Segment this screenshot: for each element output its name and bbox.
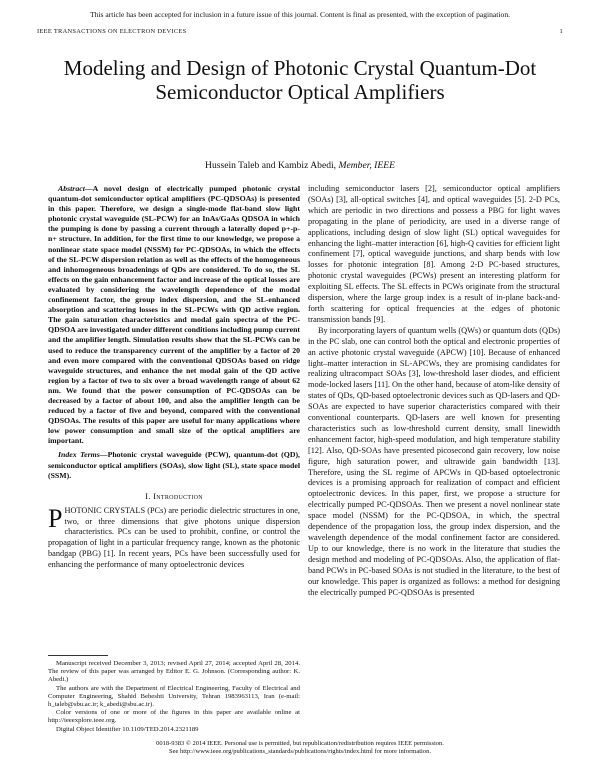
abstract-lead: Abstract	[58, 184, 85, 193]
right-paragraph-1: including semiconductor lasers [2], semiconductor optical amplifiers (SOAs) [3], all-optical switches [4], and optical waveguides [5]. 2-D PCs, which are periodic in two directions and possess a PBG for light waves propagating in the plane of periodicity, are used in a diverse range of applications, including design of slow light (SL) optical waveguides for enhancing the light–matter interaction [6], high-Q cavities for efficient light confinement [7], optical waveguide junctions, and sharp bends with low losses for photonic integration [8]. Among 2-D PC-based structures, photonic crystal waveguides (PCWs) present an interesting platform for exploiting SL effects. The SL effects in PCWs originate from the structural dispersion, where the large group index is a result of in-plane back-and-forth scattering for optical frequencies at the edges of photonic transmission bands [9].	[308, 184, 560, 324]
index-terms-lead: Index Terms	[58, 450, 100, 460]
footnote-rule	[48, 655, 108, 656]
footnotes	[48, 660, 300, 734]
intro-paragraph	[48, 503, 301, 571]
footnote-affiliation: The authors are with the Department of Electrical Engineering, Faculty of Electrical and Computer Engineering, Shahid Beheshti University, Tehran 1983963113, Iran (e-mail: h_taleb@sbu.ac.ir; k_abedi@sbu.ac.ir).	[48, 684, 300, 709]
journal-name: IEEE TRANSACTIONS ON ELECTRON DEVICES	[37, 28, 187, 35]
copyright-line-1: 0018-9383 © 2014 IEEE. Personal use is permitted, but republication/redistribution requires IEEE permission.	[156, 740, 444, 747]
abstract-text: A novel design of electrically pumped photonic crystal quantum-dot semiconductor optical amplifiers (PC-QDSOAs) is presented in this paper. Therefore, we design a single-mode flat-band slow light photonic crystal waveguide (SL-PCW) for an InAs/GaAs QDSOA in which the pumping is done by passing a current through a laterally doped p+-p-n+ structure. In addition, for the first time to our knowledge, we propose a nonlinear state space model (NSSM) for PC-QDSOAs, in which the effects of the SL-PCW dispersion relation as well as the effects of the homogeneous and inhomogeneous broadenings of QDs are considered. To do so, the SL effects on the gain enhancement factor and increase of the optical losses are evaluated by considering the wavelength dependence of the modal confinement factor, the group index dispersion, and the SL-enhanced absorption and scattering losses in the SL-PCWs with QD active region. The gain saturation characteristics and modal gain spectra of the PC-QDSOA are investigated under different conditions including pump current and the amplifier length. Simulation results show that the SL-PCWs can be used to reduce the transparency current of the amplifier by a factor of 20 and even more compared with the conventional QDSOAs based on ridge waveguide structures, and enhance the net modal gain of the QD active region by a factor of two to six over a broad wavelength range of about 62 nm. We found that the power consumption of PC-QDSOAs can be decreased by a factor of about 100, and also the amplifier length can be reduced by a factor of five and beyond, compared with the conventional QDSOAs. The results of this paper are useful for many applications where low power consumption and small size of the optical amplifiers are important.	[48, 184, 300, 446]
right-column	[308, 184, 560, 598]
left-column	[48, 184, 300, 571]
drop-cap: P	[48, 503, 63, 533]
right-paragraph-2: By incorporating layers of quantum wells (QWs) or quantum dots (QDs) in the PC slab, one can control both the optical and electronic properties of an active photonic crystal waveguide (APCW) [10]. Because of enhanced light–matter interaction in SL-APCWs, they are promising candidates for realizing ultracompact SOAs [3], low-threshold laser diodes, and efficient mode-locked lasers [11]. On the other hand, because of atom-like density of states of QDs, QD-based optoelectronic devices such as QD-lasers and QD-SOAs are expected to have superior characteristics compared with their conventional counterparts. QD-lasers are well known for presenting characteristics such as low-threshold current density, small linewidth enhancement factor, high-speed modulation, and high temperature stability [12]. Also, QD-SOAs have presented picosecond gain recovery, low noise figure, high saturation power, and ultrawide gain bandwidth [13]. Therefore, using the SL regime of APCWs in QD-based optoelectronic devices is a promising approach for realization of compact and efficient optoelectronic devices. In this paper, first, we propose a structure for electrically pumped PC-QDSOAs. Then we present a novel nonlinear state space model (NSSM) for the PC-QDSOA, in which, the spectral dependence of the propagation loss, the group index dispersion, and the wavelength dependence of the modal confinement factor are considered. Up to our knowledge, there is no work in the literature that studies the design method and modeling of PC-QDSOAs. Also, the application of flat-band PCWs in PC-based SOAs is not studied in the literature, to the best of our knowledge. This paper is organized as follows: a method for designing the electrically pumped PC-QDSOAs is presented	[308, 325, 560, 597]
copyright-line-2: See http://www.ieee.org/publications_standards/publications/rights/index.html for more information.	[169, 748, 431, 756]
index-terms: Index Terms—Photonic crystal waveguide (PCW), quantum-dot (QD), semiconductor optical amplifiers (SOAs), slow light (SL), state space model (SSM).	[48, 450, 301, 480]
author-line	[0, 160, 600, 171]
author-membership: Member, IEEE	[338, 160, 395, 171]
copyright-footer	[0, 740, 600, 757]
intro-text: (PCs) are periodic dielectric structures in one, two, or three dimensions that give photons unique dispersion characteristics. PCs can be used to prohibit, confine, or control the propagation of light in a particular frequency range, known as the photonic bandgap (PBG) [1]. In recent years, PCs have been successfully used for enhancing the performance of many optoelectronic devices	[48, 505, 301, 570]
abstract: Abstract—A novel design of electrically pumped photonic crystal quantum-dot semiconductor optical amplifiers (PC-QDSOAs) is presented in this paper. Therefore, we design a single-mode flat-band slow light photonic crystal waveguide (SL-PCW) for an InAs/GaAs QDSOA in which the pumping is done by passing a current through a laterally doped p+-p-n+ structure. In addition, for the first time to our knowledge, we propose a nonlinear state space model (NSSM) for PC-QDSOAs, in which the effects of the SL-PCW dispersion relation as well as the effects of the homogeneous and inhomogeneous broadenings of QDs are considered. To do so, the SL effects on the gain enhancement factor and increase of the optical losses are evaluated by considering the wavelength dependence of the modal confinement factor, the group index dispersion, and the SL-enhanced absorption and scattering losses in the SL-PCWs with QD active region. The gain saturation characteristics and modal gain spectra of the PC-QDSOA are investigated under different conditions including pump current and the amplifier length. Simulation results show that the SL-PCWs can be used to reduce the transparency current of the amplifier by a factor of 20 and even more compared with the conventional QDSOAs based on ridge waveguide structures, and enhance the net modal gain of the QD active region by a factor of two to six over a broad wavelength range of about 62 nm. We found that the power consumption of PC-QDSOAs can be decreased by a factor of about 100, and also the amplifier length can be reduced by a factor of five and beyond, compared with the conventional QDSOAs. The results of this paper are useful for many applications where low power consumption and small size of the optical amplifiers are important.	[48, 184, 300, 446]
running-header	[37, 28, 563, 35]
index-terms-text: Photonic crystal waveguide (PCW), quantum-dot (QD), semiconductor optical amplifiers (SOAs), slow light (SL), state space model (SSM).	[48, 450, 301, 480]
author-names: Hussein Taleb and Kambiz Abedi,	[205, 160, 337, 171]
footnote-doi: Digital Object Identifier 10.1109/TED.2014.2321189	[56, 725, 199, 733]
paper-title: Modeling and Design of Photonic Crystal Quantum-Dot Semiconductor Optical Amplifiers	[63, 56, 537, 104]
footnote-manuscript: Manuscript received December 3, 2013; revised April 27, 2014; accepted April 28, 2014. The review of this paper was arranged by Editor E. G. Johnson. (Corresponding author: K. Abedi.)	[48, 660, 300, 684]
intro-capword: HOTONIC CRYSTALS	[64, 505, 146, 515]
acceptance-notice: This article has been accepted for inclusion in a future issue of this journal. Content is final as presented, with the exception of pagination.	[89, 10, 511, 19]
section-heading: I. Introduction	[145, 490, 203, 501]
page-number: 1	[559, 28, 563, 35]
footnote-color: Color versions of one or more of the figures in this paper are available online at http://ieeexplore.ieee.org.	[48, 709, 300, 725]
